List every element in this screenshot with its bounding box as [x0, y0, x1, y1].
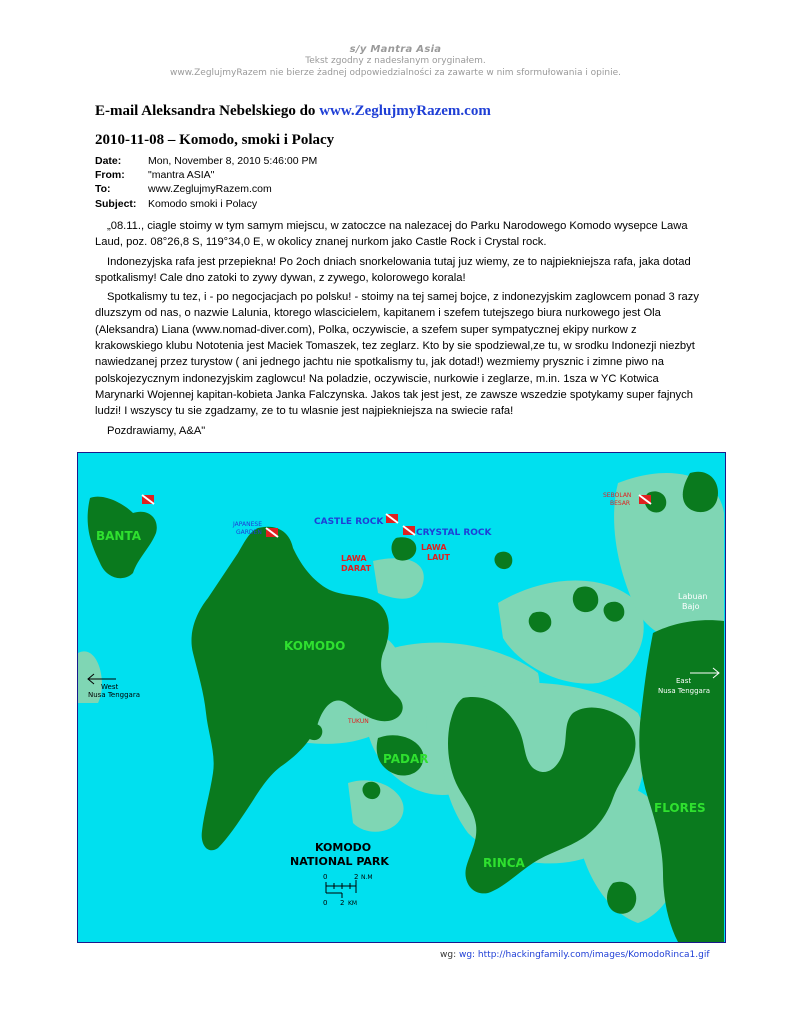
meta-key: To: — [95, 183, 111, 196]
label-sebolan-1: SEBOLAN — [603, 492, 632, 499]
paragraph-1 — [95, 218, 715, 251]
label-crystal-rock: CRYSTAL ROCK — [416, 528, 492, 538]
label-east-2: Nusa Tenggara — [658, 687, 711, 695]
komodo-map — [77, 452, 726, 943]
disclaimer-line-2: www.ZeglujmyRazem nie bierze żadnej odpowiedzialności za zawarte w nim sformułowania i opinie. — [170, 68, 621, 78]
paragraph-line: Laud, poz. 08°26,8 S, 119°34,0 E, w okolicy znanej nurkom jako Castle Rock i Crystal rock. — [95, 236, 547, 249]
label-padar: PADAR — [383, 752, 429, 766]
scale-top-0: 0 — [323, 873, 328, 881]
disclaimer-line-1: Tekst zgodny z nadesłanym oryginałem. — [305, 56, 486, 66]
site-title: s/y Mantra Asia — [349, 44, 442, 55]
paragraph-3 — [95, 289, 715, 419]
label-sebolan-2: BESAR — [610, 500, 631, 507]
meta-value: "mantra ASIA" — [148, 169, 215, 182]
paragraph-line: polskojezycznym indonezyjskim zaglowcu! Na poladzie, oczywiscie, nurkowie i zeglarze, m.in. 1sza w YC Kotwica — [95, 372, 659, 385]
credit-link[interactable]: wg: http://hackingfamily.com/images/KomodoRinca1.gif — [458, 950, 710, 960]
map-svg — [78, 453, 725, 942]
label-park-2: NATIONAL PARK — [290, 855, 389, 868]
label-flores: FLORES — [654, 801, 706, 815]
article-title-prefix: E-mail Aleksandra Nebelskiego do — [95, 103, 320, 119]
image-credit — [440, 950, 710, 960]
scale-bot-unit: KM — [348, 900, 358, 907]
label-castle-rock: CASTLE ROCK — [314, 517, 384, 527]
scale-top-2: 2 — [354, 873, 359, 881]
label-banta: BANTA — [96, 529, 142, 543]
paragraph-line: krakowskiego klubu Nototenia jest Maciek Tomaszek, tez zeglarz. Kto by sie spodziewal,ze tu, w srodku Indonezji niezbyt — [95, 340, 695, 353]
article-subtitle: 2010-11-08 – Komodo, smoki i Polacy — [95, 132, 335, 148]
meta-key: Subject: — [95, 197, 137, 210]
label-lawa-laut-2: LAUT — [427, 553, 450, 562]
label-tukun: TUKUN — [348, 718, 369, 725]
meta-key: From: — [95, 169, 125, 182]
label-labuan-1: Labuan — [678, 592, 708, 601]
label-rinca: RINCA — [483, 856, 525, 870]
paragraph-4 — [95, 423, 715, 439]
paragraph-line: Spotkalismy tu tez, i - po negocjacjach po polsku! - stoimy na tej samej bojce, z indonezyjskim zaglowcem ponad 3 razy — [107, 291, 699, 304]
paragraph-line: „08.11., ciagle stoimy w tym samym miejscu, w zatoczce na nalezacej do Parku Narodowego Komodo wysepce Lawa — [107, 220, 688, 232]
scale-bar — [326, 880, 356, 898]
label-park-1: KOMODO — [315, 841, 372, 854]
label-japanese-2: GARDEN — [236, 529, 262, 536]
paragraph-line: ludzi! I wszyscy tu sie zgadzamy, ze to tu wlasnie jest najpiekniejsza na swiecie rafa! — [95, 405, 514, 418]
email-meta — [95, 154, 317, 211]
credit-prefix: wg: — [440, 950, 459, 960]
dive-flag-markers — [142, 495, 651, 537]
meta-value: www.ZeglujmyRazem.com — [148, 183, 272, 196]
paragraph-line: nawiedzanej przez turystow ( ani jednego jachtu nie spotkalismy tu, jak dotad!) wezmiemy prysznic i zimne piwo na — [95, 356, 664, 369]
email-body — [95, 218, 715, 442]
paragraph-line: Marynarki Wojennej kapitan-kobieta Janka Falczynska. Jakos tak jest jest, ze zawsze wszedzie spotykamy super fajnych — [95, 388, 693, 401]
scale-bot-0: 0 — [323, 899, 328, 907]
meta-row-subject — [95, 197, 317, 211]
label-west-2: Nusa Tenggara — [88, 691, 141, 699]
paragraph-line: Indonezyjska rafa jest przepiekna! Po 2och dniach snorkelowania tutaj juz wiemy, ze to najpiekniejsza rafa, jaka dotad — [107, 255, 691, 268]
article-title — [95, 103, 491, 120]
article-title-link[interactable]: www.ZeglujmyRazem.com — [319, 103, 491, 119]
paragraph-line: Pozdrawiamy, A&A" — [107, 424, 206, 437]
meta-value: Komodo smoki i Polacy — [148, 197, 258, 210]
meta-row-to — [95, 182, 317, 196]
scale-top-unit: N.M — [361, 874, 373, 881]
label-west-1: West — [101, 683, 119, 691]
label-labuan-2: Bajo — [682, 602, 700, 611]
label-lawa-darat-2: DARAT — [341, 564, 372, 573]
meta-value: Mon, November 8, 2010 5:46:00 PM — [148, 155, 318, 167]
label-japanese-1: JAPANESE — [233, 521, 262, 528]
paragraph-line: (Aleksandra) Liana (www.nomad-diver.com), Polka, oczywiscie, a szefem super sympatycznej ekipy nurkow z — [95, 323, 637, 336]
meta-row-date — [95, 154, 317, 168]
meta-row-from — [95, 168, 317, 182]
label-lawa-laut-1: LAWA — [421, 543, 447, 552]
label-east-1: East — [676, 677, 692, 685]
paragraph-2 — [95, 254, 715, 287]
document-header — [0, 44, 791, 79]
meta-key: Date: — [95, 155, 122, 167]
paragraph-line: dluzszym od nas, o nazwie Lalunia, ktorego wlascicielem, kapitanem i szefem tutejszego biura nurkowego jest Ola — [95, 307, 661, 320]
label-komodo: KOMODO — [284, 639, 346, 653]
paragraph-line: spotkalismy! Cale dno zatoki to zywy dywan, z zywego, kolorowego korala! — [95, 271, 466, 284]
scale-bot-2: 2 — [340, 899, 345, 907]
label-lawa-darat-1: LAWA — [341, 554, 367, 563]
